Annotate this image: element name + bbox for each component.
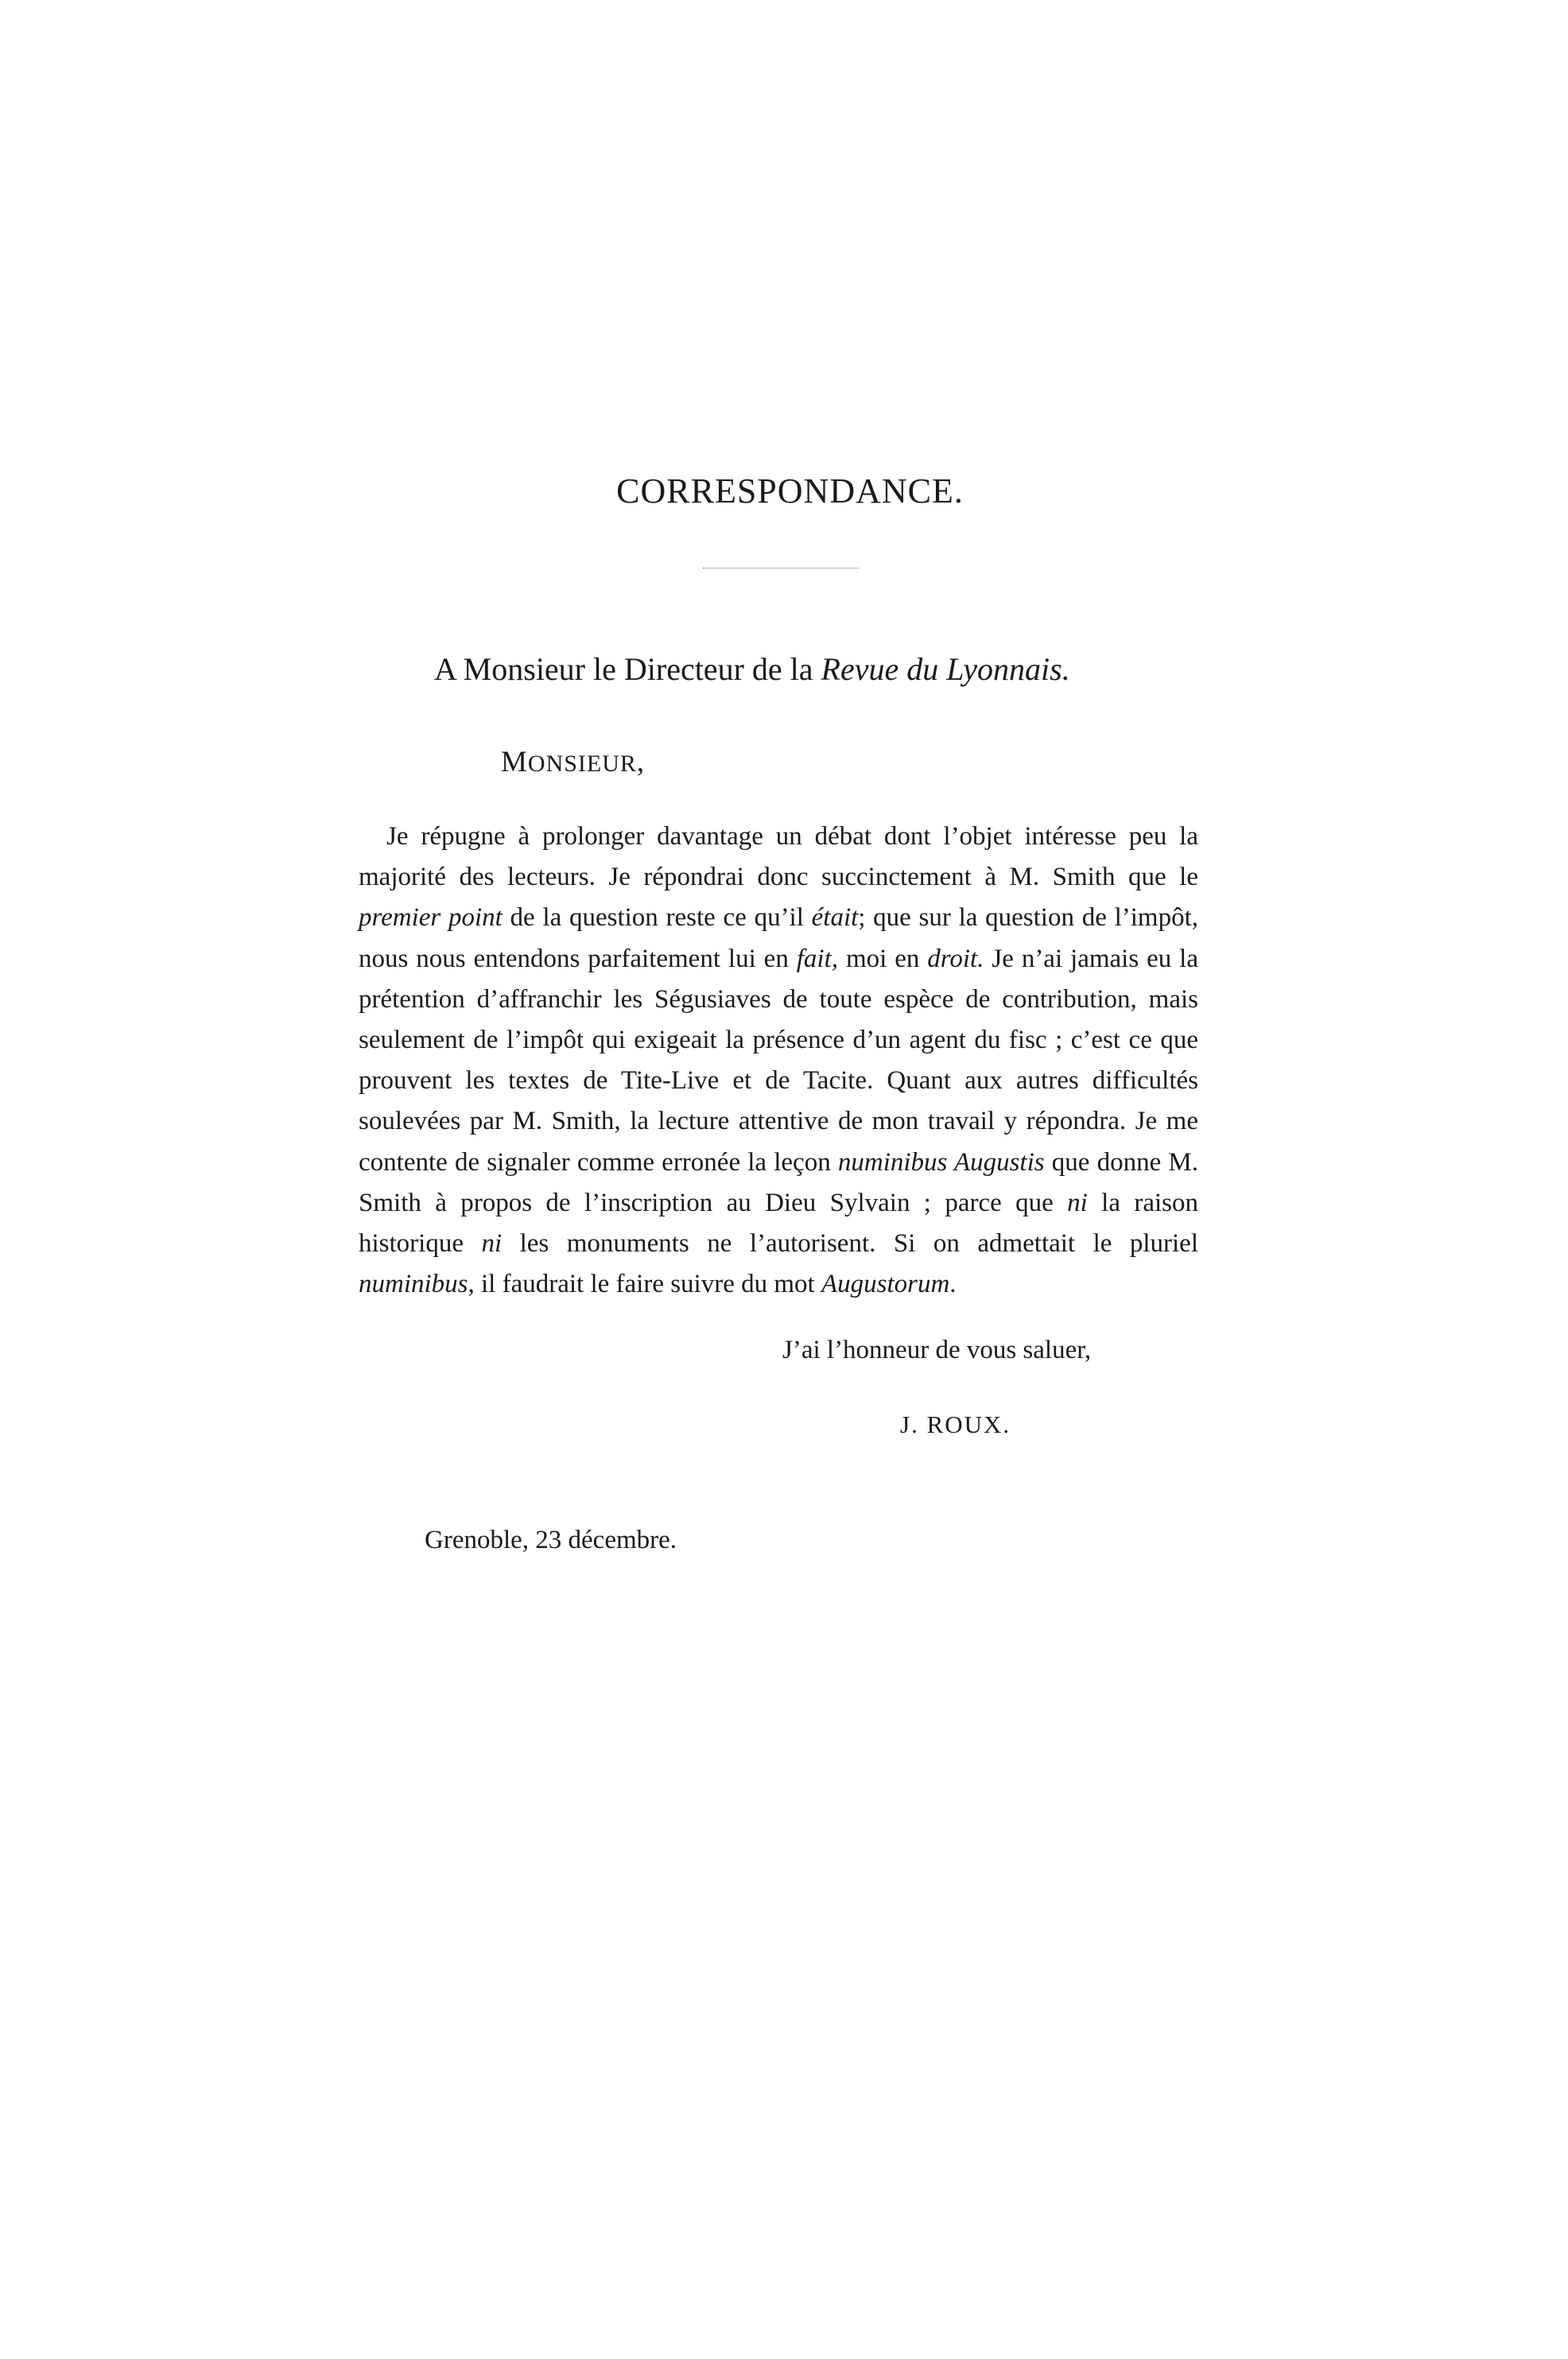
- body-text-segment: .: [949, 1270, 957, 1299]
- body-italic-segment: fait,: [796, 944, 839, 973]
- body-italic-segment: ni: [481, 1229, 503, 1259]
- body-text-segment: Je répugne à prolonger davantage un débat dont l’objet intéresse peu la majorité des lecteurs. Je répondrai donc succinctement à M. Smith que le: [359, 822, 1198, 892]
- body-italic-segment: Augustorum: [821, 1270, 950, 1299]
- addressee-prefix: A Monsieur le Directeur de la: [434, 651, 821, 687]
- page-title: CORRESPONDANCE.: [616, 471, 964, 510]
- body-text-segment: les monuments ne l’autorisent. Si on admettait le pluriel: [502, 1229, 1199, 1259]
- salutation-punct: ,: [636, 746, 646, 778]
- journal-title: Revue du Lyonnais.: [821, 651, 1070, 687]
- body-text-segment: moi en: [838, 944, 928, 973]
- letter-addressee: [434, 650, 1070, 688]
- body-text-segment: , il faudrait le faire suivre du mot: [468, 1270, 821, 1299]
- body-italic-segment: droit.: [927, 944, 984, 973]
- body-text-segment: ; que sur la question de l’impôt, nous nous entendons parfaitement lui en: [359, 903, 1198, 973]
- letter-salutation: [501, 745, 645, 779]
- body-text-segment: Je n’ai jamais eu la prétention d’affranchir les Ségusiaves de toute espèce de contribution, mais seulement de l’impôt qui exigeait la présence d’un agent du fisc ; c’est ce que prouvent les textes de Tite-Live et de Tacite. Quant aux autres difficultés soulevées par M. Smith, la lecture attentive de mon travail y répondra. Je me contente de signaler comme erronée la leçon: [359, 944, 1198, 1177]
- body-text-segment: que donne M. Smith à propos de l’inscription au Dieu Sylvain ; parce que: [359, 1147, 1199, 1217]
- salutation-initial: M: [501, 746, 528, 778]
- place-and-date: Grenoble, 23 décembre.: [425, 1526, 677, 1554]
- body-italic-segment: ni: [1067, 1188, 1088, 1217]
- letter-closing: J’ai l’honneur de vous saluer,: [782, 1336, 1092, 1364]
- salutation-rest: ONSIEUR: [527, 751, 637, 777]
- body-italic-segment: numinibus: [359, 1270, 468, 1299]
- body-italic-segment: premier point: [359, 903, 503, 933]
- body-italic-segment: numinibus Augustis: [837, 1147, 1045, 1177]
- body-text-segment: de la question reste ce qu’il: [502, 903, 812, 933]
- letter-body: [359, 817, 1198, 1305]
- body-italic-segment: était: [811, 903, 859, 933]
- body-text-segment: la raison historique: [359, 1188, 1198, 1259]
- letter-signature: J. ROUX.: [900, 1410, 1011, 1438]
